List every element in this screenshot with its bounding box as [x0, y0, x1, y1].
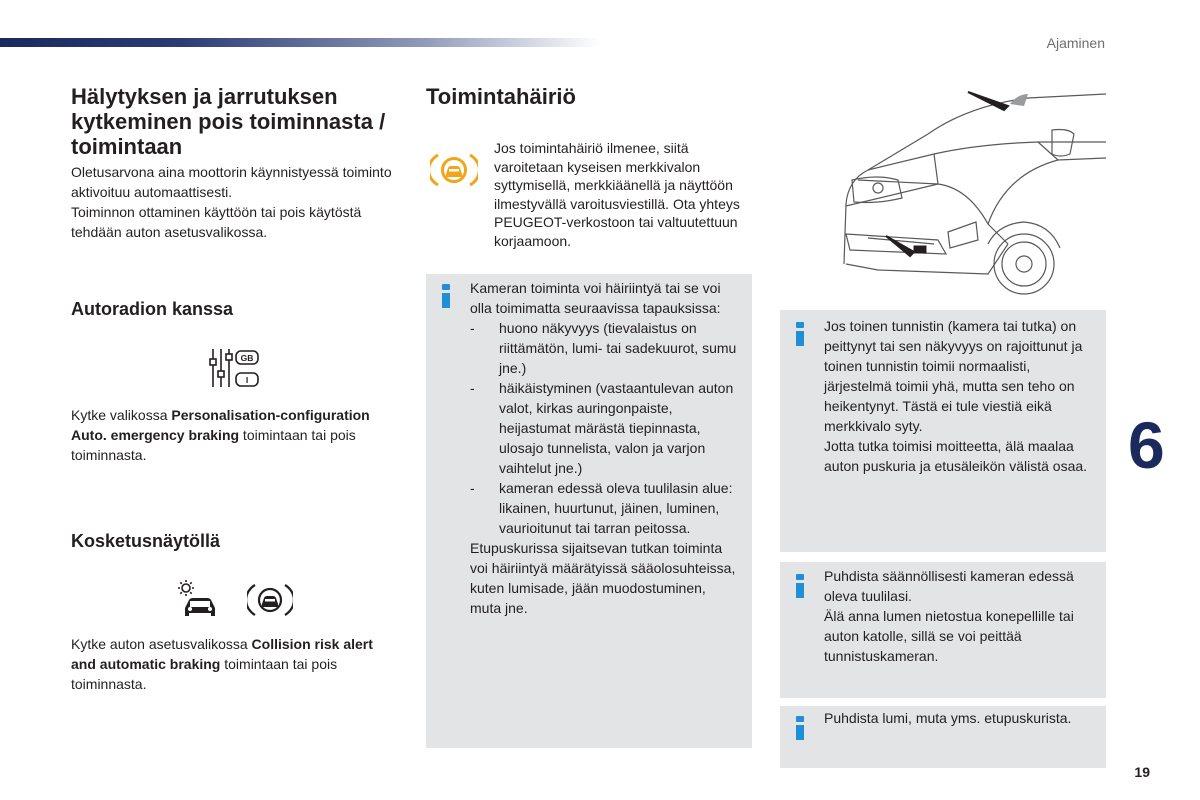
intro-text — [71, 162, 401, 242]
page-title: Hälytyksen ja jarrutuksen kytkeminen pois toiminnasta / toimintaan — [71, 84, 386, 159]
radio-settings-icon — [208, 347, 262, 389]
radio-instructions — [71, 405, 401, 465]
chapter-number: 6 — [1128, 408, 1165, 482]
touch-menu-path: Collision risk alert and automatic braking — [71, 636, 373, 672]
info-box-clean-windscreen — [780, 562, 1106, 698]
list-item-text: kameran edessä oleva tuulilasin alue: likainen, huurtunut, jäinen, luminen, vaurioitunut tai tarran peitossa. — [499, 480, 733, 536]
list-item — [470, 378, 738, 478]
list-item — [470, 478, 738, 538]
info-icon — [796, 574, 804, 598]
info-icon — [796, 322, 804, 346]
intro-paragraph: Oletusarvona aina moottorin käynnistyessä toiminto aktivoituu automaattisesti. — [71, 164, 392, 200]
info-box-sensor — [780, 310, 1106, 552]
car-settings-icon — [176, 578, 218, 620]
list-item — [470, 318, 738, 378]
touchscreen-instructions — [71, 634, 391, 694]
info-sensor-paragraph: Jos toinen tunnistin (kamera tai tutka) on peittynyt tai sen näkyvyys on rajoittunut ja toinen tunnistin toimii normaalisti, järjestelmä toimii yhä, mutta sen teho on heikentynyt. Tästä ei tule viestiä eikä merkkivalo syty. — [824, 318, 1083, 434]
radio-menu-path: Personalisation-configuration Auto. emergency braking — [71, 407, 370, 443]
info-camera-outro: Etupuskurissa sijaitsevan tutkan toiminta voi häiriintyä määrätyissä sääolosuhteissa, kuten lumisade, jään muodostuminen, muta jne. — [470, 540, 736, 616]
radio-text-after: toimintaan tai pois toiminnasta. — [71, 427, 356, 463]
list-dash: - — [470, 480, 475, 496]
info-box-camera — [426, 274, 752, 748]
intro-paragraph: Toiminnon ottaminen käyttöön tai pois käytöstä tehdään auton asetusvalikossa. — [71, 204, 362, 240]
info-clean-paragraph: Puhdista säännöllisesti kameran edessä oleva tuulilasi. — [824, 568, 1074, 604]
info-bumper-text: Puhdista lumi, muta yms. etupuskurista. — [824, 710, 1072, 726]
info-camera-intro: Kameran toiminta voi häiriintyä tai se voi olla toimimatta seuraavissa tapauksissa: — [470, 280, 721, 316]
list-item-text: huono näkyvyys (tievalaistus on riittämätön, lumi- tai sadekuurot, sumu jne.) — [499, 320, 737, 376]
radio-badge-bottom: I — [245, 375, 249, 385]
malfunction-title: Toimintahäiriö — [426, 84, 576, 109]
vehicle-sensor-illustration — [838, 84, 1106, 298]
radio-badge-top: GB — [240, 353, 254, 363]
list-item-text: häikäistyminen (vastaantulevan auton valot, kirkas auringonpaiste, heijastumat märästä tiepinnasta, ulosajo tunnelista, valon ja varjon vaihtelut jne.) — [499, 380, 734, 476]
info-icon — [796, 716, 804, 740]
touchscreen-heading: Kosketusnäytöllä — [71, 531, 221, 551]
info-camera-text — [470, 278, 738, 618]
radio-text-before: Kytke valikossa — [71, 407, 172, 423]
radio-heading: Autoradion kanssa — [71, 299, 234, 319]
malfunction-warning-text: Jos toimintahäiriö ilmenee, siitä varoitetaan kyseisen merkkivalon syttymisellä, merkkiäänellä ja näyttöön ilmestyvällä varoitusviestillä. Ota yhteys PEUGEOT-verkostoon tai valtuutettuun korjaamoon. — [494, 140, 740, 249]
warning-lamp-icon — [430, 150, 478, 190]
section-label: Ajaminen — [1046, 35, 1105, 51]
info-sensor-text — [824, 316, 1100, 476]
info-camera-list — [470, 318, 738, 538]
info-box-bumper — [780, 706, 1106, 768]
info-icon — [442, 284, 450, 308]
header-gradient-bar — [0, 38, 600, 47]
touch-text-after: toimintaan tai pois toiminnasta. — [71, 656, 338, 692]
list-dash: - — [470, 320, 475, 336]
list-dash: - — [470, 380, 475, 396]
page-number: 19 — [1134, 764, 1150, 780]
info-clean-paragraph: Älä anna lumen nietostua konepellille tai auton katolle, sillä se voi peittää tunnistuskameran. — [824, 608, 1074, 664]
info-clean-text — [824, 566, 1100, 666]
info-sensor-paragraph: Jotta tutka toimisi moitteetta, älä maalaa auton puskuria ja etusäleikön välistä osaa. — [824, 438, 1088, 474]
emergency-braking-icon — [247, 580, 293, 620]
touch-text-before: Kytke auton asetusvalikossa — [71, 636, 252, 652]
